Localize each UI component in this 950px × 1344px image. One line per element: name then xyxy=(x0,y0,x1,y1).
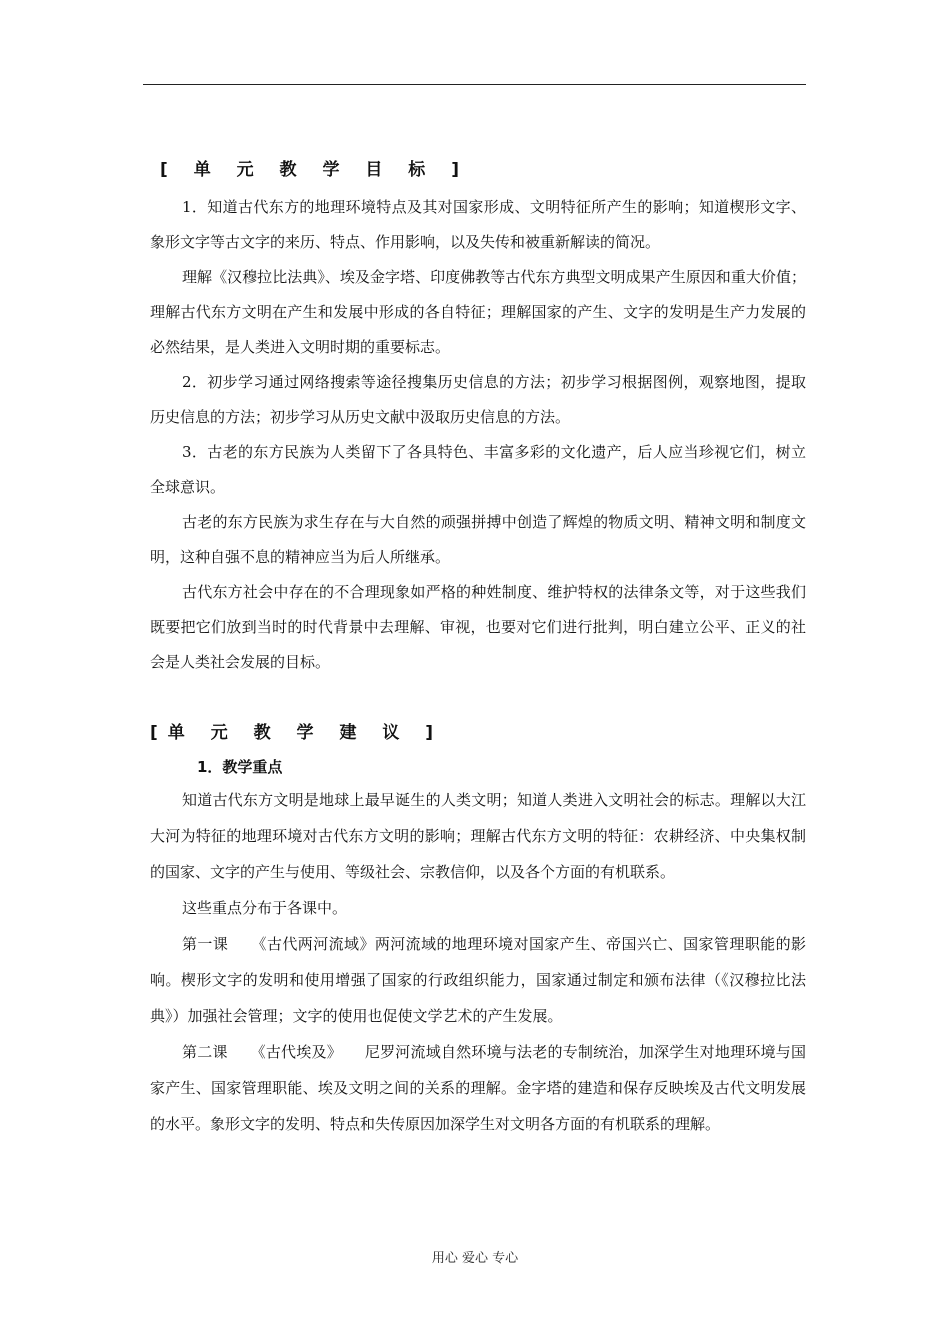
suggestion-paragraph-4: 第二课 《古代埃及》 尼罗河流域自然环境与法老的专制统治，加深学生对地理环境与国家产生、国家管理职能、埃及文明之间的关系的理解。金字塔的建造和保存反映埃及古代文明发展的水平。象形文字的发明、特点和失传原因加深学生对文明各方面的有机联系的理解。 xyxy=(150,1043,806,1133)
suggestion-paragraph-1: 知道古代东方文明是地球上最早诞生的人类文明；知道人类进入文明社会的标志。理解以大江大河为特征的地理环境对古代东方文明的影响；理解古代东方文明的特征：农耕经济、中央集权制的国家、文字的产生与使用、等级社会、宗教信仰，以及各个方面的有机联系。 xyxy=(150,791,806,881)
goal-paragraph-3: 2．初步学习通过网络搜索等途径搜集历史信息的方法；初步学习根据图例，观察地图，提取历史信息的方法；初步学习从历史文献中汲取历史信息的方法。 xyxy=(150,373,806,426)
suggestion-paragraph-2: 这些重点分布于各课中。 xyxy=(182,899,348,917)
document-body xyxy=(150,150,806,1142)
page-footer: 用心 爱心 专心 xyxy=(431,1251,519,1266)
subheading-teaching-focus: 1．教学重点 xyxy=(197,758,283,776)
goal-paragraph-2: 理解《汉穆拉比法典》、埃及金字塔、印度佛教等古代东方典型文明成果产生原因和重大价值；理解古代东方文明在产生和发展中形成的各自特征；理解国家的产生、文字的发明是生产力发展的必然结果，是人类进入文明时期的重要标志。 xyxy=(150,268,806,356)
goal-paragraph-5: 古老的东方民族为求生存在与大自然的顽强拼搏中创造了辉煌的物质文明、精神文明和制度文明，这种自强不息的精神应当为后人所继承。 xyxy=(150,513,806,566)
section-title-teaching-suggestions: [单 元 教 学 建 议 ] xyxy=(150,723,444,743)
goal-paragraph-1: 1．知道古代东方的地理环境特点及其对国家形成、文明特征所产生的影响；知道楔形文字、象形文字等古文字的来历、特点、作用影响，以及失传和被重新解读的简况。 xyxy=(150,198,806,251)
header-rule xyxy=(143,84,806,85)
suggestion-paragraph-3: 第一课 《古代两河流域》两河流域的地理环境对国家产生、帝国兴亡、国家管理职能的影响。楔形文字的发明和使用增强了国家的行政组织能力，国家通过制定和颁布法律（《汉穆拉比法典》）加强社会管理；文字的使用也促使文学艺术的产生发展。 xyxy=(150,935,806,1025)
goal-paragraph-4: 3．古老的东方民族为人类留下了各具特色、丰富多彩的文化遗产，后人应当珍视它们，树立全球意识。 xyxy=(150,443,806,496)
goal-paragraph-6: 古代东方社会中存在的不合理现象如严格的种姓制度、维护特权的法律条文等，对于这些我们既要把它们放到当时的时代背景中去理解、审视，也要对它们进行批判，明白建立公平、正义的社会是人类社会发展的目标。 xyxy=(150,583,806,671)
section-title-teaching-goals: [ 单 元 教 学 目 标 ] xyxy=(160,160,469,180)
